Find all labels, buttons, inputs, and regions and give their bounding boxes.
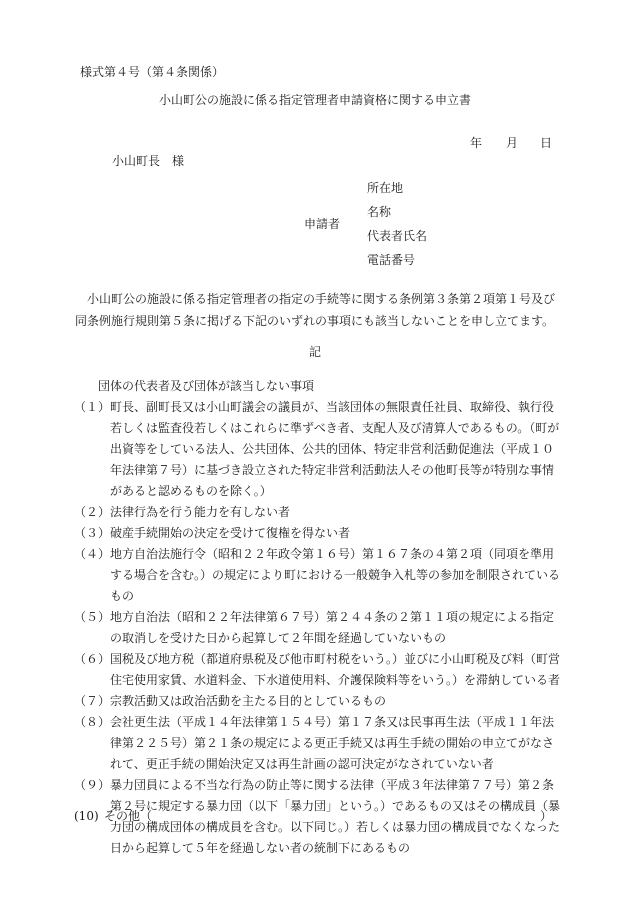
name-label: 名称 <box>367 205 392 219</box>
disqualification-list <box>74 397 564 859</box>
item-text: 町長、副町長又は小山町議会の議員が、当該団体の無限責任社員、取締役、執行役若しくは監査役若しくはこれらに準ずべき者、支配人及び清算人であるもの。（町が出資等をしている法人、公共団体、公共的団体、特定非営利活動促進法（平成１０年法律第７号）に基づき設立された特定非営利活動法人その他町長等が特別な事情があると認めるものを除く。） <box>110 400 560 498</box>
list-item <box>74 691 564 712</box>
list-item <box>74 523 564 544</box>
list-item <box>74 397 564 502</box>
item-text: 暴力団員による不当な行為の防止等に関する法律（平成３年法律第７７号）第２条第２号に規定する暴力団（以下「暴力団」という。）であるもの又はその構成員（暴力団の構成団体の構成員を含む。以下同じ。）若しくは暴力団の構成員でなくなった日から起算して５年を経過しない者の統制下にあるもの <box>110 778 561 855</box>
ki-marker: 記 <box>308 345 321 359</box>
list-item <box>74 502 564 523</box>
item-text: 地方自治法（昭和２２年法律第６７号）第２４４条の２第１１項の規定による指定の取消しを受けた日から起算して２年間を経過していないもの <box>110 610 555 645</box>
address-label: 所在地 <box>367 181 404 195</box>
form-number: 様式第４号（第４条関係） <box>80 65 225 79</box>
phone-label: 電話番号 <box>367 253 416 267</box>
declaration-text: 小山町公の施設に係る指定管理者の指定の手続等に関する条例第３条第２項第１号及び同条例施行規則第５条に掲げる下記のいずれの事項にも該当しないことを申し立てます。 <box>75 292 556 328</box>
date-day-label: 日 <box>540 136 553 150</box>
section-heading: 団体の代表者及び団体が該当しない事項 <box>98 379 315 393</box>
representative-label: 代表者氏名 <box>367 229 428 243</box>
item-number: （５） <box>74 610 111 624</box>
document-title: 小山町公の施設に係る指定管理者申請資格に関する申立書 <box>158 93 471 107</box>
item-text: 宗教活動又は政治活動を主たる目的としているもの <box>110 694 387 708</box>
item-number: （６） <box>74 652 111 666</box>
date-year-label: 年 <box>470 136 483 150</box>
item-other-text: その他（ <box>104 809 153 823</box>
item-other-close-paren: ） <box>539 809 552 823</box>
item-number: （３） <box>74 526 111 540</box>
item-text: 国税及び地方税（都道府県税及び他市町村税をいう。）並びに小山町税及び料（町営住宅使用家賃、水道料金、下水道使用料、介護保険料等をいう。）を滞納している者 <box>110 652 561 687</box>
item-number: （１） <box>74 400 111 414</box>
item-number: （２） <box>74 505 111 519</box>
item-text: 破産手続開始の決定を受けて復権を得ない者 <box>110 526 351 540</box>
item-text: 会社更生法（平成１４年法律第１５４号）第１７条又は民事再生法（平成１１年法律第２２５号）第２１条の規定による更正手続又は再生手続の開始の申立てがなされて、更正手続の開始決定又は再生計画の認可決定がなされていない者 <box>110 715 555 771</box>
item-other-number: (10) <box>74 809 99 823</box>
item-text: 法律行為を行う能力を有しない者 <box>110 505 291 519</box>
item-number: （９） <box>74 778 111 792</box>
list-item <box>74 544 564 607</box>
item-number: （４） <box>74 547 111 561</box>
list-item <box>74 712 564 775</box>
applicant-label: 申請者 <box>304 217 341 231</box>
item-text: 地方自治法施行令（昭和２２年政令第１６号）第１６７条の４第２項（同項を準用する場合を含む。）の規定により町における一般競争入札等の参加を制限されているもの <box>110 547 561 603</box>
date-month-label: 月 <box>506 136 519 150</box>
recipient: 小山町長 様 <box>112 154 185 168</box>
list-item <box>74 607 564 649</box>
item-number: （８） <box>74 715 111 729</box>
item-number: （７） <box>74 694 111 708</box>
list-item <box>74 649 564 691</box>
